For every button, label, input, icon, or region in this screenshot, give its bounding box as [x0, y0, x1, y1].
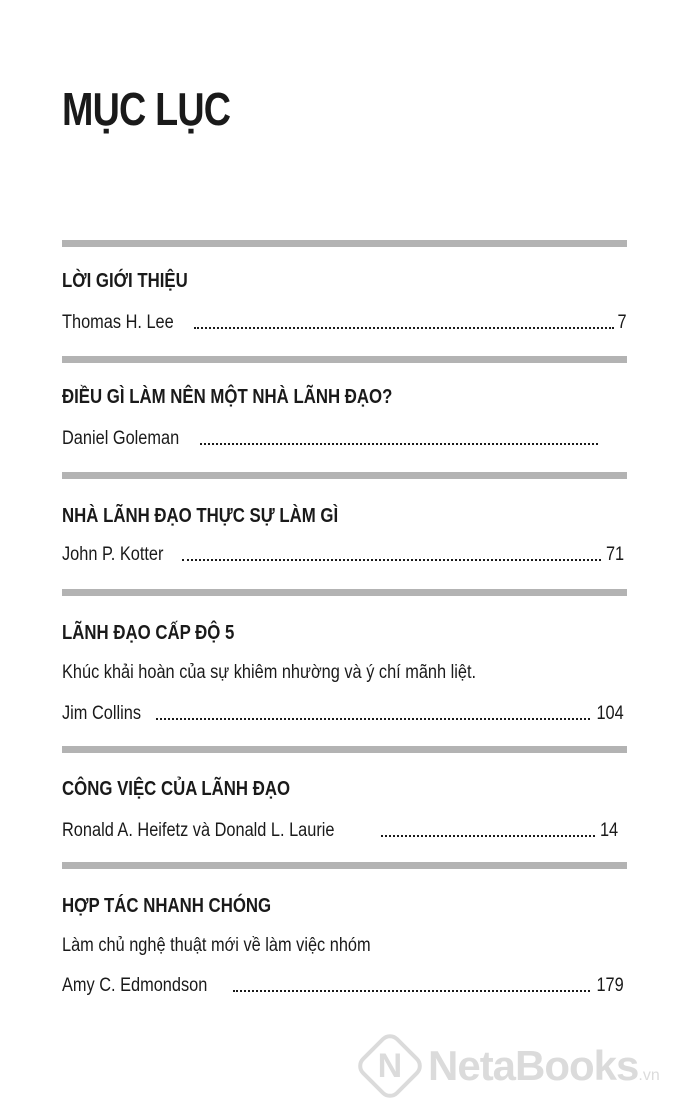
toc-line: [62, 820, 618, 842]
divider: [62, 746, 627, 753]
entry-heading: NHÀ LÃNH ĐẠO THỰC SỰ LÀM GÌ: [62, 505, 339, 527]
entry-page: 14: [599, 820, 618, 841]
toc-line: [62, 544, 624, 566]
divider: [62, 356, 627, 363]
dot-leader: [182, 559, 601, 561]
entry-author: John P. Kotter: [62, 544, 164, 565]
entry-page: 71: [605, 544, 624, 565]
entry-author: Ronald A. Heifetz và Donald L. Laurie: [62, 820, 335, 841]
dot-leader: [156, 718, 590, 720]
entry-page: 104: [596, 703, 624, 724]
divider: [62, 240, 627, 247]
entry-heading: HỢP TÁC NHANH CHÓNG: [62, 895, 272, 917]
divider: [62, 589, 627, 596]
watermark-text: [428, 1042, 660, 1090]
entry-subtitle: Khúc khải hoàn của sự khiêm nhường và ý chí mãnh liệt.: [62, 662, 477, 683]
dot-leader: [381, 835, 595, 837]
entry-author: Daniel Goleman: [62, 428, 180, 449]
watermark-brand: NetaBooks: [428, 1042, 639, 1089]
toc-line: [62, 428, 600, 450]
netabooks-logo-icon: N: [353, 1029, 427, 1103]
toc-line: [62, 312, 627, 334]
toc-line: [62, 703, 624, 725]
entry-heading: CÔNG VIỆC CỦA LÃNH ĐẠO: [62, 778, 291, 800]
page-title: MỤC LỤC: [62, 83, 231, 135]
entry-page: 179: [596, 975, 624, 996]
entry-heading: LÃNH ĐẠO CẤP ĐỘ 5: [62, 622, 235, 644]
entry-page: 7: [617, 312, 627, 333]
entry-author: Thomas H. Lee: [62, 312, 174, 333]
divider: [62, 472, 627, 479]
entry-heading: ĐIỀU GÌ LÀM NÊN MỘT NHÀ LÃNH ĐẠO?: [62, 386, 393, 408]
toc-line: [62, 975, 624, 997]
entry-author: Jim Collins: [62, 703, 141, 724]
netabooks-watermark: [364, 1040, 660, 1092]
dot-leader: [194, 327, 615, 329]
entry-heading: LỜI GIỚI THIỆU: [62, 270, 188, 292]
watermark-tld: .vn: [638, 1067, 660, 1084]
dot-leader: [233, 990, 590, 992]
divider: [62, 862, 627, 869]
entry-subtitle: Làm chủ nghệ thuật mới về làm việc nhóm: [62, 935, 371, 956]
entry-author: Amy C. Edmondson: [62, 975, 208, 996]
dot-leader: [200, 443, 598, 445]
